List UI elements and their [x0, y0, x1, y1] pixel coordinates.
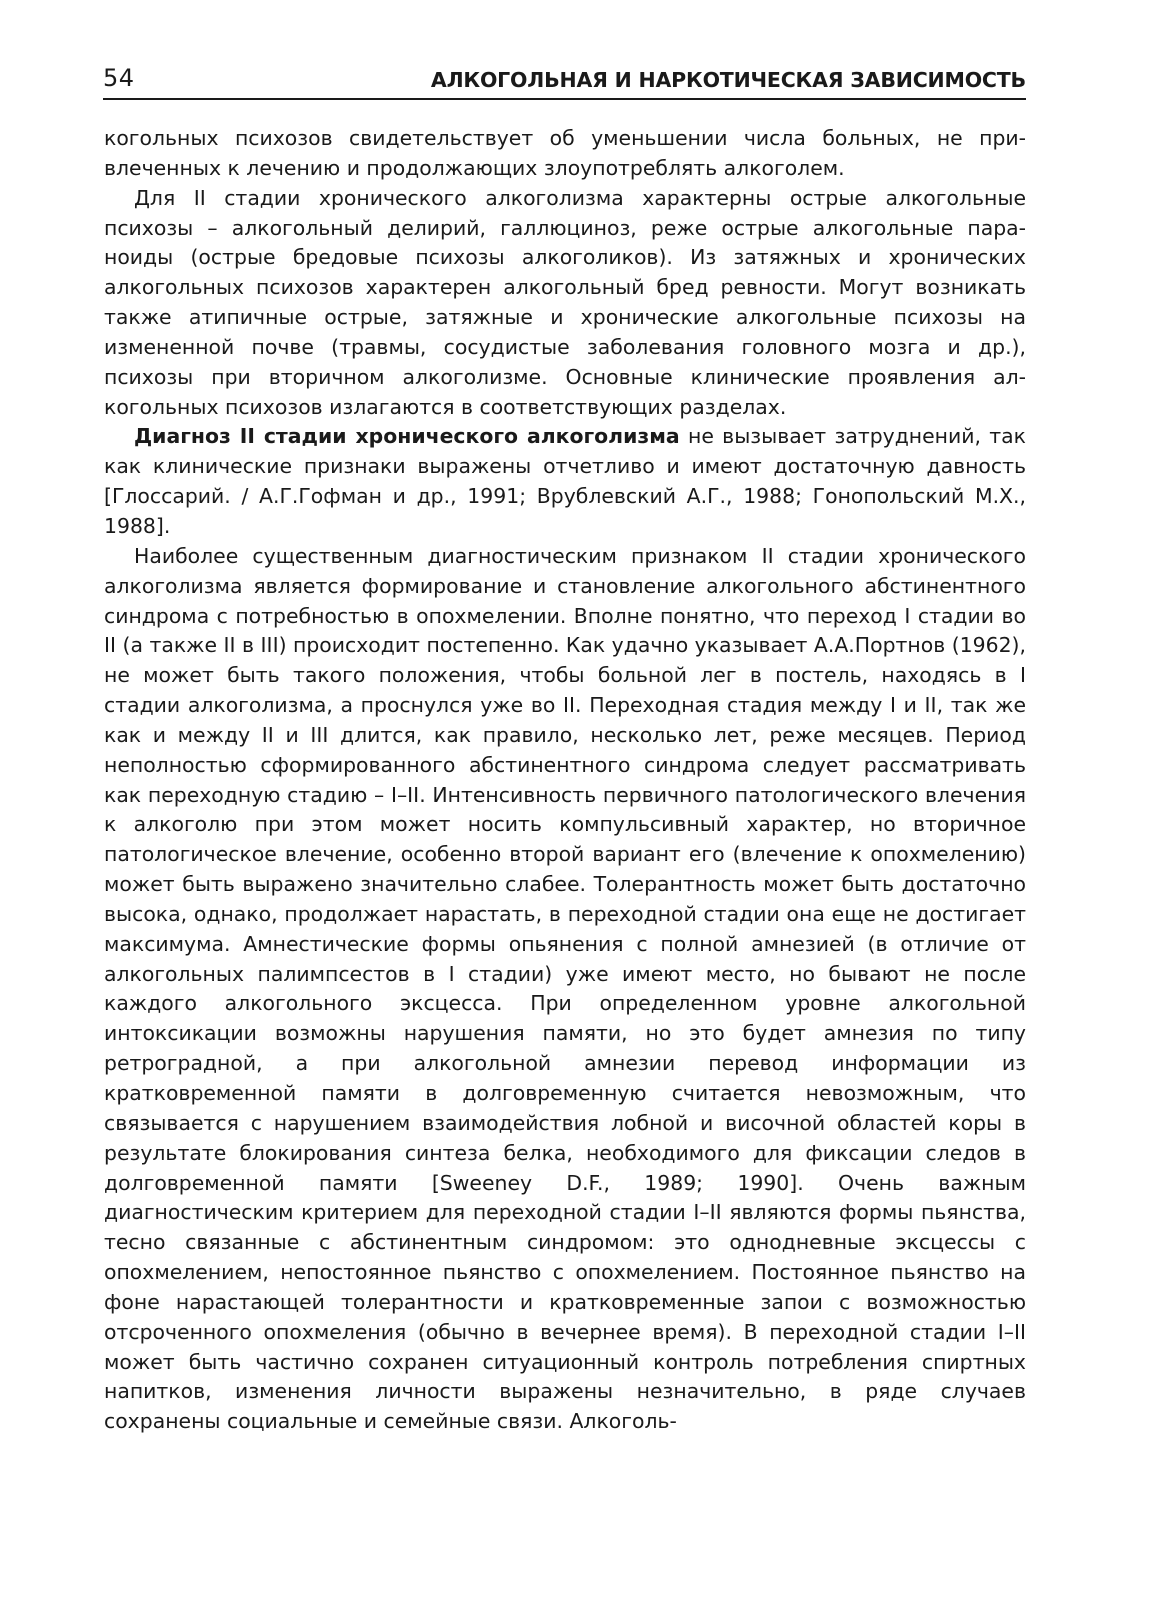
body-text: [104, 124, 1026, 1437]
diagnosis-text: не вызывает затруднений, так как клинические признаки выражены отчетливо и имеют достаточную давность [Глоссарий. / А.Г.Гофман и др., 1991; Врублевский А.Г., 1988; Гонопольский М.Х., 1988].: [104, 424, 1026, 538]
paragraph-psychoses: Для II стадии хронического алкоголизма характерны острые алкогольные психозы – алкогольный делирий, галлюциноз, реже острые алкогольные параноиды (острые бредовые психозы алкоголиков). Из затяжных и хронических алкогольных психозов характерен алкогольный бред ревности. Могут возникать также атипичные острые, затяжные и хронические алкогольные психозы на измененной почве (травмы, сосудистые заболевания головного мозга и др.), психозы при вторичном алкоголизме. Основные клинические проявления алкогольных психозов излагаются в соответствующих разделах.: [104, 185, 1026, 419]
page-header: [103, 58, 1026, 100]
paragraph-transitional-stage: Наиболее существенным диагностическим признаком II стадии хронического алкоголизма является формирование и становление алкогольного абстинентного синдрома с потребностью в опохмелении. Вполне понятно, что переход I стадии во II (а также II в III) происходит постепенно. Как удачно указывает А.А.Портнов (1962), не может быть такого положения, чтобы больной лег в постель, находясь в I стадии алкоголизма, а проснулся уже во II. Переходная стадия между I и II, так же как и между II и III длится, как правило, несколько лет, реже месяцев. Период неполностью сформированного абстинентного синдрома следует рассматривать как переходную стадию – I–II. Интенсивность первичного патологического влечения к алкоголю при этом может носить компульсивный характер, но вторичное патологическое влечение, особенно второй вариант его (влечение к опохмелению) может быть выражено значительно слабее. Толерантность может быть достаточно высока, однако, продолжает нарастать, в переходной стадии она еще не достигает максимума. Амнестические формы опьянения с полной амнезией (в отличие от алкогольных палимпсестов в I стадии) уже имеют место, но бывают не после каждого алкогольного эксцесса. При определенном уровне алкогольной интоксикации возможны нарушения памяти, но это будет амнезия по типу ретроградной, а при алкогольной амнезии перевод информации из кратковременной памяти в долговременную считается невозможным, что связывается с нарушением взаимодействия лобной и височной областей коры в результате блокирования синтеза белка, необходимого для фиксации следов в долговременной памяти [Sweeney D.F., 1989; 1990]. Очень важным диагностическим критерием для переходной стадии I–II являются формы пьянства, тесно связанные с абстинентным синдромом: это однодневные эксцессы с опохмелением, непостоянное пьянство с опохмелением. Постоянное пьянство на фоне нарастающей толерантности и кратковременные запои с возможностью отсроченного опохмеления (обычно в вечернее время). В переходной стадии I–II может быть частично сохранен ситуационный контроль потребления спиртных напитков, изменения личности выражены незначительно, в ряде случаев сохранены социальные и семейные связи. Алкоголь-: [104, 543, 1026, 1434]
diagnosis-term: Диагноз II стадии хронического алкоголизма: [134, 424, 680, 449]
running-title: АЛКОГОЛЬНАЯ И НАРКОТИЧЕСКАЯ ЗАВИСИМОСТЬ: [430, 68, 1026, 92]
paragraph-continuation: когольных психозов свидетельствует об уменьшении числа больных, не привлеченных к лечению и продолжающих злоупотреблять алкоголем.: [104, 126, 1026, 180]
paragraph-diagnosis: [104, 422, 1026, 541]
page-number: 54: [103, 64, 135, 92]
